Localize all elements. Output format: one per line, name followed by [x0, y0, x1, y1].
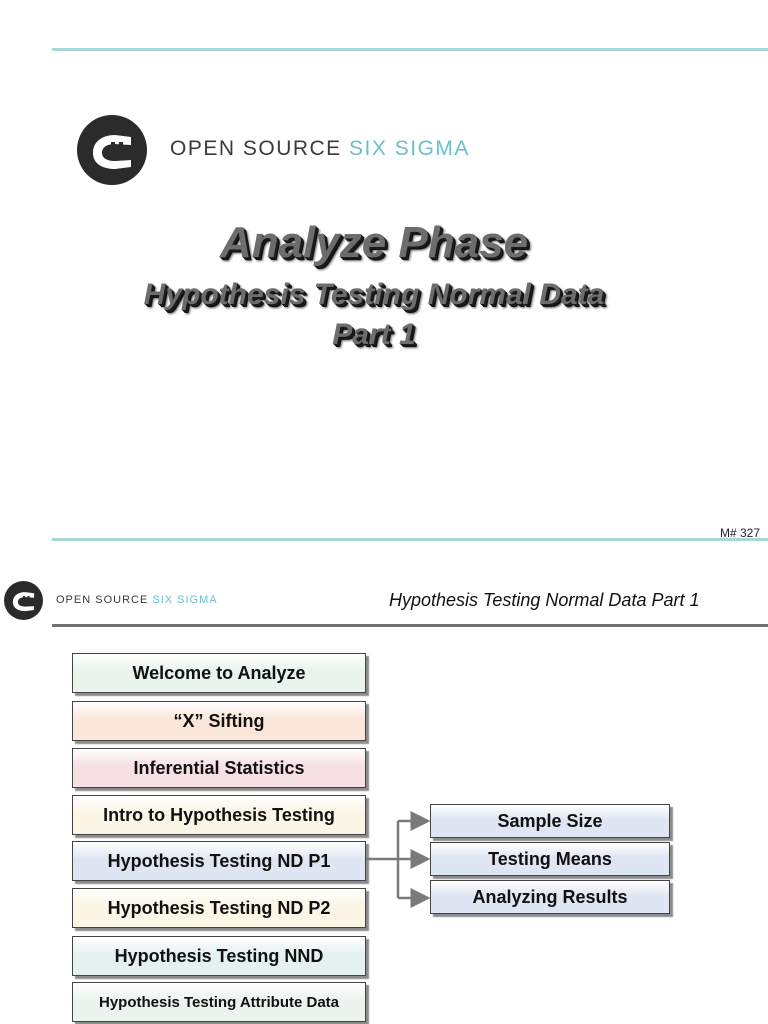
sub-topic-testing-means: Testing Means [430, 842, 670, 876]
roadmap-module: Hypothesis Testing Attribute Data [72, 982, 366, 1022]
roadmap-module: “X” Sifting [72, 701, 366, 741]
roadmap-module: Hypothesis Testing NND [72, 936, 366, 976]
brand-wordmark [56, 594, 218, 606]
roadmap-module: Hypothesis Testing ND P2 [72, 888, 366, 928]
roadmap-module: Inferential Statistics [72, 748, 366, 788]
top-divider [52, 48, 768, 51]
slide-header-title: Hypothesis Testing Normal Data Part 1 [389, 590, 700, 610]
sub-topic-sample-size: Sample Size [430, 804, 670, 838]
six-sigma-logo-icon [4, 581, 43, 620]
six-sigma-logo-icon [77, 115, 147, 185]
brand-main: OPEN SOURCE [56, 594, 149, 606]
roadmap-slide [0, 560, 768, 1024]
module-title: Hypothesis Testing Normal Data [143, 278, 605, 311]
module-part: Part 1 [332, 318, 416, 351]
roadmap-module-current: Hypothesis Testing ND P1 [72, 841, 366, 881]
phase-title: Analyze Phase [219, 218, 529, 267]
brand-wordmark [170, 137, 470, 161]
bottom-divider [52, 538, 768, 541]
roadmap-module: Welcome to Analyze [72, 653, 366, 693]
sub-topic-analyzing-results: Analyzing Results [430, 880, 670, 914]
brand-accent: SIX SIGMA [152, 594, 218, 606]
brand-main: OPEN SOURCE [170, 137, 342, 160]
connector-arrows [360, 810, 435, 910]
header-rule [52, 624, 768, 627]
module-number: M# 327 [719, 526, 760, 540]
brand-accent: SIX SIGMA [349, 137, 470, 160]
roadmap-module: Intro to Hypothesis Testing [72, 795, 366, 835]
